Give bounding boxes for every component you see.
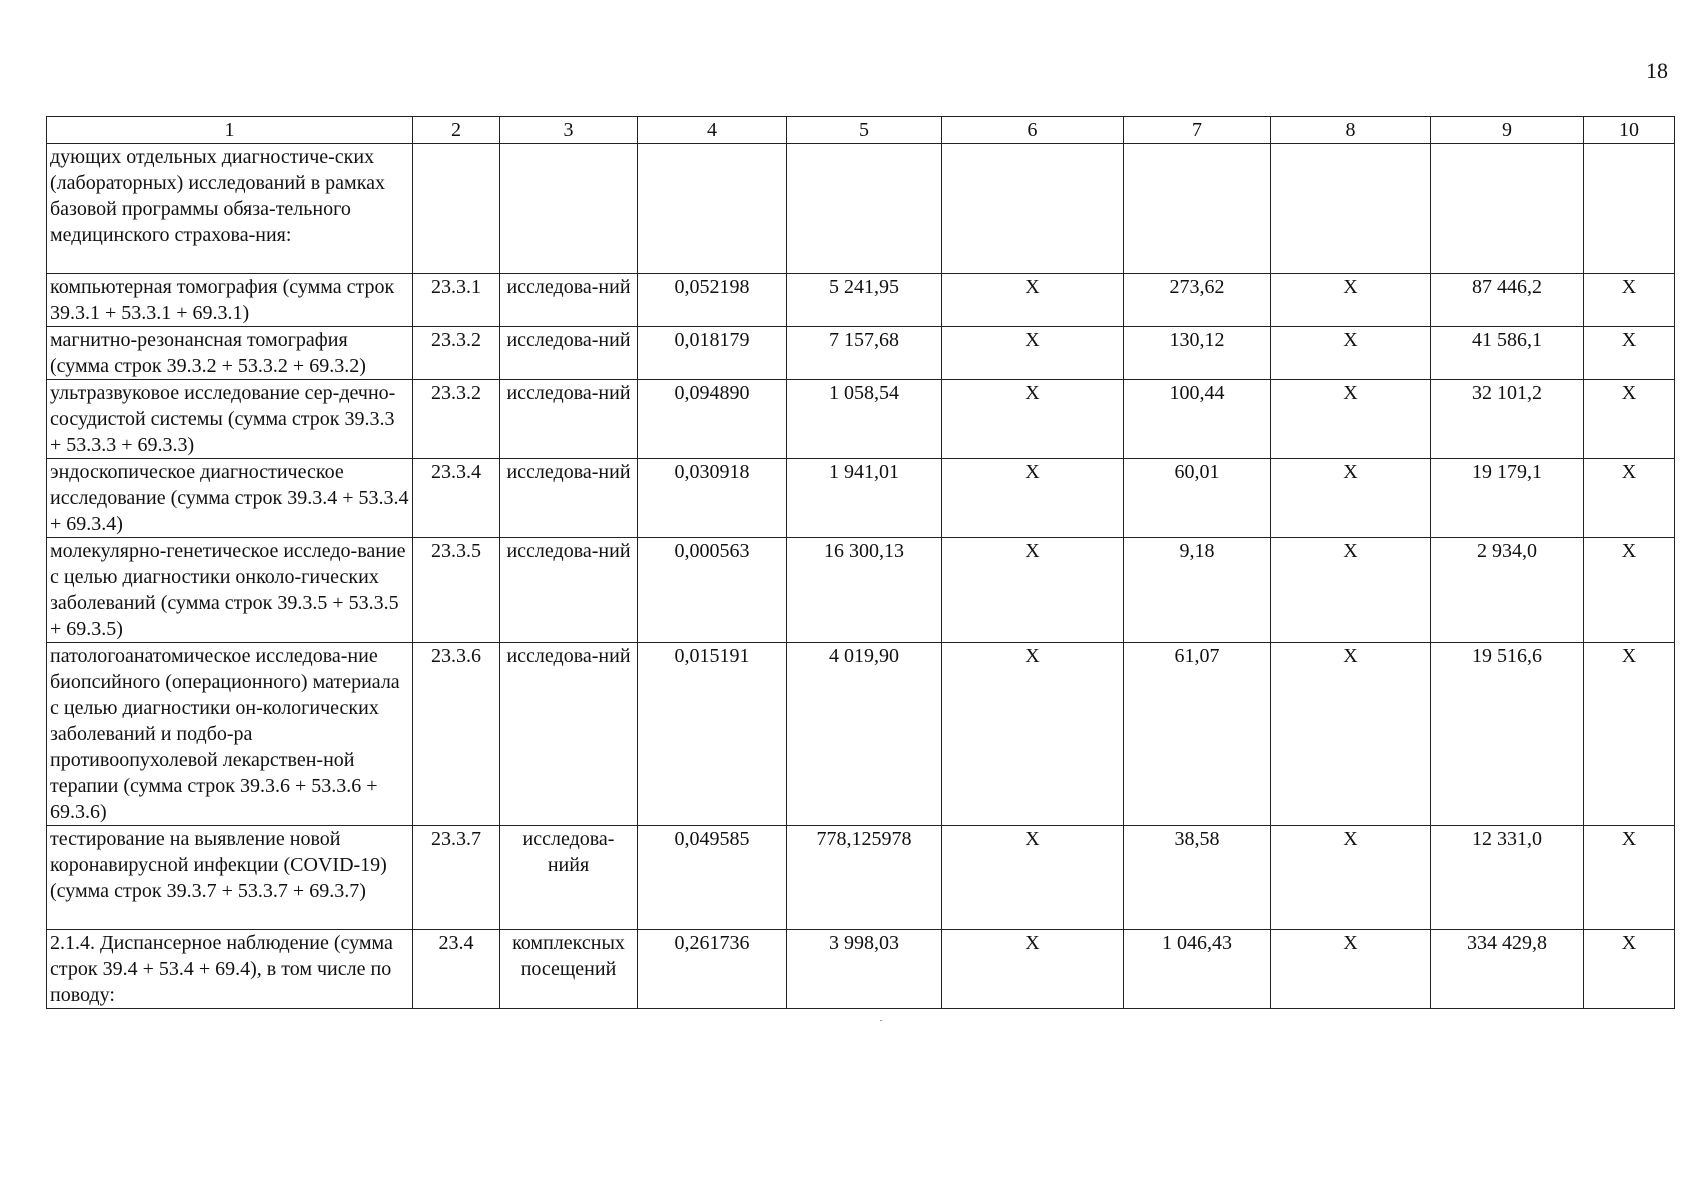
table-cell: 61,07 xyxy=(1124,643,1271,826)
table-cell xyxy=(1431,144,1584,274)
table-cell xyxy=(942,144,1124,274)
column-header: 9 xyxy=(1431,117,1584,144)
column-header: 5 xyxy=(787,117,942,144)
table-cell: Х xyxy=(1584,538,1675,643)
table-cell: Х xyxy=(1584,380,1675,459)
table-cell xyxy=(787,144,942,274)
table-cell: Х xyxy=(1584,327,1675,380)
table-cell: 778,125978 xyxy=(787,826,942,930)
column-header: 7 xyxy=(1124,117,1271,144)
table-cell: Х xyxy=(1584,274,1675,327)
table-row xyxy=(47,327,1675,380)
table-cell: Х xyxy=(1271,274,1431,327)
header-row xyxy=(47,117,1675,144)
row-unit-cell: исследова-ний xyxy=(500,380,638,459)
table-cell: 0,015191 xyxy=(638,643,787,826)
table-cell xyxy=(1271,144,1431,274)
row-code-cell: 23.3.2 xyxy=(413,380,500,459)
row-unit-cell: исследова-ний xyxy=(500,459,638,538)
table-cell: Х xyxy=(1271,826,1431,930)
row-name-cell: тестирование на выявление новой коронавирусной инфекции (COVID-19) (сумма строк 39.3.7 + 53.3.7 + 69.3.7) xyxy=(47,826,413,930)
table-cell: 19 516,6 xyxy=(1431,643,1584,826)
table-row xyxy=(47,274,1675,327)
table-cell: 334 429,8 xyxy=(1431,930,1584,1009)
table-cell: Х xyxy=(942,274,1124,327)
row-name-cell: 2.1.4. Диспансерное наблюдение (сумма строк 39.4 + 53.4 + 69.4), в том числе по поводу: xyxy=(47,930,413,1009)
table-cell: 273,62 xyxy=(1124,274,1271,327)
table-cell: 7 157,68 xyxy=(787,327,942,380)
table-cell: 32 101,2 xyxy=(1431,380,1584,459)
table-cell: Х xyxy=(942,459,1124,538)
table-cell: 0,261736 xyxy=(638,930,787,1009)
table-cell xyxy=(1584,144,1675,274)
row-name-cell: компьютерная томография (сумма строк 39.3.1 + 53.3.1 + 69.3.1) xyxy=(47,274,413,327)
data-table xyxy=(46,116,1675,1009)
table-cell: 87 446,2 xyxy=(1431,274,1584,327)
column-header: 1 xyxy=(47,117,413,144)
row-unit-cell: исследова-ний xyxy=(500,643,638,826)
row-unit-cell xyxy=(500,144,638,274)
table-cell: 130,12 xyxy=(1124,327,1271,380)
row-unit-cell: исследова-ний xyxy=(500,327,638,380)
table-cell: 5 241,95 xyxy=(787,274,942,327)
table-row xyxy=(47,643,1675,826)
row-code-cell: 23.3.1 xyxy=(413,274,500,327)
row-unit-cell: исследова-ний xyxy=(500,274,638,327)
table-cell: 100,44 xyxy=(1124,380,1271,459)
column-header: 8 xyxy=(1271,117,1431,144)
row-unit-cell: исследова-нийя xyxy=(500,826,638,930)
table-cell: 0,052198 xyxy=(638,274,787,327)
table-cell: Х xyxy=(942,930,1124,1009)
table-cell: Х xyxy=(1271,327,1431,380)
table-cell: 41 586,1 xyxy=(1431,327,1584,380)
row-code-cell: 23.3.5 xyxy=(413,538,500,643)
row-code-cell: 23.3.2 xyxy=(413,327,500,380)
row-name-cell: дующих отдельных диагностиче-ских (лабораторных) исследований в рамках базовой программы обяза-тельного медицинского страхова-ния: xyxy=(47,144,413,274)
row-code-cell: 23.4 xyxy=(413,930,500,1009)
table-cell: Х xyxy=(942,327,1124,380)
table-cell: 9,18 xyxy=(1124,538,1271,643)
table-cell: 1 058,54 xyxy=(787,380,942,459)
table-cell: 3 998,03 xyxy=(787,930,942,1009)
table-cell xyxy=(1124,144,1271,274)
table-cell: 16 300,13 xyxy=(787,538,942,643)
scan-speck xyxy=(880,1020,882,1021)
table-cell: 0,094890 xyxy=(638,380,787,459)
table-cell: Х xyxy=(1584,643,1675,826)
row-code-cell: 23.3.7 xyxy=(413,826,500,930)
row-code-cell xyxy=(413,144,500,274)
table-cell: Х xyxy=(1584,459,1675,538)
row-name-cell: ультразвуковое исследование сер-дечно-сосудистой системы (сумма строк 39.3.3 + 53.3.3 + 69.3.3) xyxy=(47,380,413,459)
column-header: 4 xyxy=(638,117,787,144)
table-cell: 1 046,43 xyxy=(1124,930,1271,1009)
row-name-cell: эндоскопическое диагностическое исследование (сумма строк 39.3.4 + 53.3.4 + 69.3.4) xyxy=(47,459,413,538)
table-cell: Х xyxy=(942,538,1124,643)
column-header: 2 xyxy=(413,117,500,144)
table-cell: Х xyxy=(1271,459,1431,538)
row-code-cell: 23.3.4 xyxy=(413,459,500,538)
table-cell: Х xyxy=(1271,380,1431,459)
column-header: 10 xyxy=(1584,117,1675,144)
table-cell: 60,01 xyxy=(1124,459,1271,538)
table-row xyxy=(47,826,1675,930)
table-cell: Х xyxy=(1271,643,1431,826)
table-cell: 2 934,0 xyxy=(1431,538,1584,643)
table-cell: 19 179,1 xyxy=(1431,459,1584,538)
row-code-cell: 23.3.6 xyxy=(413,643,500,826)
table-cell: 0,018179 xyxy=(638,327,787,380)
column-header: 6 xyxy=(942,117,1124,144)
table-cell: 38,58 xyxy=(1124,826,1271,930)
table-cell: 0,030918 xyxy=(638,459,787,538)
table-row xyxy=(47,144,1675,274)
row-name-cell: патологоанатомическое исследова-ние биопсийного (операционного) материала с целью диагностики он-кологических заболеваний и подбо-ра противоопухолевой лекарствен-ной терапии (сумма строк 39.3.6 + 53.3.6 + 69.3.6) xyxy=(47,643,413,826)
table-cell: Х xyxy=(1271,930,1431,1009)
table-cell: 1 941,01 xyxy=(787,459,942,538)
table-cell: Х xyxy=(942,643,1124,826)
table-cell: 12 331,0 xyxy=(1431,826,1584,930)
table-cell xyxy=(638,144,787,274)
row-unit-cell: исследова-ний xyxy=(500,538,638,643)
table-cell: Х xyxy=(1271,538,1431,643)
row-name-cell: магнитно-резонансная томография (сумма строк 39.3.2 + 53.3.2 + 69.3.2) xyxy=(47,327,413,380)
table-cell: 4 019,90 xyxy=(787,643,942,826)
table-row xyxy=(47,459,1675,538)
column-header: 3 xyxy=(500,117,638,144)
row-unit-cell: комплексных посещений xyxy=(500,930,638,1009)
table-row xyxy=(47,538,1675,643)
table-row xyxy=(47,380,1675,459)
table-cell: 0,049585 xyxy=(638,826,787,930)
table-row xyxy=(47,930,1675,1009)
table-cell: Х xyxy=(1584,930,1675,1009)
page-number: 18 xyxy=(1646,58,1668,83)
row-name-cell: молекулярно-генетическое исследо-вание с целью диагностики онколо-гических заболеваний (сумма строк 39.3.5 + 53.3.5 + 69.3.5) xyxy=(47,538,413,643)
table-cell: Х xyxy=(1584,826,1675,930)
table-cell: Х xyxy=(942,826,1124,930)
table-cell: 0,000563 xyxy=(638,538,787,643)
table-cell: Х xyxy=(942,380,1124,459)
